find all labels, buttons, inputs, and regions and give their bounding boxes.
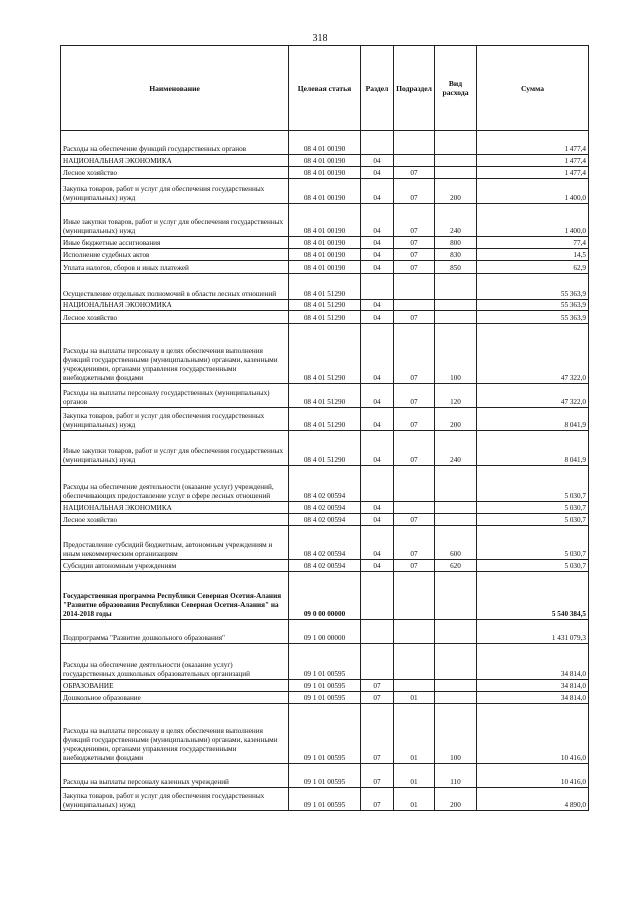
cell-subsection: 07 xyxy=(394,384,435,408)
cell-target-article: 09 1 01 00595 xyxy=(289,788,361,811)
cell-target-article: 09 1 01 00595 xyxy=(289,644,361,680)
cell-name: Расходы на обеспечение деятельности (оказание услуг) государственных дошкольных образовательных организаций xyxy=(61,644,289,680)
cell-name: Лесное хозяйство xyxy=(61,514,289,526)
cell-target-article: 08 4 01 51290 xyxy=(289,311,361,324)
cell-sum: 62,9 xyxy=(477,261,589,274)
cell-expense-type xyxy=(435,167,477,179)
cell-expense-type xyxy=(435,300,477,311)
table-row xyxy=(61,644,589,680)
cell-name: Расходы на выплаты персоналу казенных учреждений xyxy=(61,764,289,788)
cell-target-article: 08 4 01 51290 xyxy=(289,300,361,311)
cell-name: Субсидии автономным учреждениям xyxy=(61,560,289,572)
cell-subsection: 07 xyxy=(394,249,435,261)
cell-sum: 77,4 xyxy=(477,237,589,249)
cell-sum: 14,5 xyxy=(477,249,589,261)
cell-target-article: 08 4 02 00594 xyxy=(289,560,361,572)
cell-section xyxy=(361,620,394,644)
table-row xyxy=(61,179,589,204)
table-row xyxy=(61,324,589,384)
cell-expense-type: 200 xyxy=(435,408,477,431)
cell-target-article: 08 4 01 00190 xyxy=(289,204,361,237)
table-row xyxy=(61,237,589,249)
cell-section: 04 xyxy=(361,249,394,261)
cell-target-article: 08 4 02 00594 xyxy=(289,526,361,560)
cell-target-article: 08 4 01 00190 xyxy=(289,261,361,274)
cell-subsection: 07 xyxy=(394,560,435,572)
cell-subsection xyxy=(394,620,435,644)
cell-section: 07 xyxy=(361,692,394,704)
table-row xyxy=(61,131,589,155)
cell-subsection xyxy=(394,131,435,155)
cell-target-article: 08 4 01 51290 xyxy=(289,431,361,466)
table-row xyxy=(61,155,589,167)
table-row xyxy=(61,261,589,274)
table-row xyxy=(61,692,589,704)
cell-subsection xyxy=(394,502,435,514)
table-row xyxy=(61,560,589,572)
page-number: 318 xyxy=(312,33,328,44)
cell-name: Иные бюджетные ассигнования xyxy=(61,237,289,249)
cell-name: НАЦИОНАЛЬНАЯ ЭКОНОМИКА xyxy=(61,300,289,311)
cell-sum: 5 030,7 xyxy=(477,560,589,572)
table-row xyxy=(61,788,589,811)
cell-sum: 34 814,0 xyxy=(477,692,589,704)
cell-section: 04 xyxy=(361,179,394,204)
cell-section: 04 xyxy=(361,311,394,324)
cell-subsection: 07 xyxy=(394,514,435,526)
cell-subsection xyxy=(394,572,435,620)
cell-section xyxy=(361,274,394,300)
cell-target-article: 08 4 01 00190 xyxy=(289,249,361,261)
cell-expense-type xyxy=(435,572,477,620)
cell-expense-type xyxy=(435,466,477,502)
cell-sum: 1 400,0 xyxy=(477,179,589,204)
table-row xyxy=(61,311,589,324)
table-row xyxy=(61,249,589,261)
cell-sum: 10 416,0 xyxy=(477,764,589,788)
header-name: Наименование xyxy=(61,46,289,131)
cell-name: Уплата налогов, сборов и иных платежей xyxy=(61,261,289,274)
cell-target-article: 08 4 01 51290 xyxy=(289,384,361,408)
cell-name: НАЦИОНАЛЬНАЯ ЭКОНОМИКА xyxy=(61,502,289,514)
cell-name: Иные закупки товаров, работ и услуг для обеспечения государственных (муниципальных) нужд xyxy=(61,431,289,466)
table-row xyxy=(61,502,589,514)
cell-sum: 34 814,0 xyxy=(477,644,589,680)
cell-section: 07 xyxy=(361,680,394,692)
cell-expense-type xyxy=(435,680,477,692)
cell-subsection: 01 xyxy=(394,764,435,788)
header-section: Раздел xyxy=(361,46,394,131)
cell-section: 04 xyxy=(361,300,394,311)
table-row xyxy=(61,620,589,644)
cell-expense-type: 100 xyxy=(435,704,477,764)
cell-section: 04 xyxy=(361,408,394,431)
cell-target-article: 09 1 01 00595 xyxy=(289,680,361,692)
cell-sum: 55 363,9 xyxy=(477,311,589,324)
cell-name: Иные закупки товаров, работ и услуг для обеспечения государственных (муниципальных) нужд xyxy=(61,204,289,237)
cell-sum: 5 030,7 xyxy=(477,526,589,560)
cell-section: 04 xyxy=(361,514,394,526)
cell-sum: 5 540 384,5 xyxy=(477,572,589,620)
cell-expense-type: 110 xyxy=(435,764,477,788)
cell-sum: 1 431 079,3 xyxy=(477,620,589,644)
cell-subsection: 07 xyxy=(394,526,435,560)
cell-subsection: 07 xyxy=(394,261,435,274)
cell-sum: 5 030,7 xyxy=(477,466,589,502)
cell-section: 04 xyxy=(361,155,394,167)
table-row xyxy=(61,466,589,502)
cell-name: Государственная программа Республики Северная Осетия-Алания "Развитие образования Республики Северная Осетия-Алания" на 2014-2018 годы xyxy=(61,572,289,620)
cell-section: 04 xyxy=(361,167,394,179)
cell-sum: 34 814,0 xyxy=(477,680,589,692)
cell-sum: 47 322,0 xyxy=(477,324,589,384)
table-row xyxy=(61,431,589,466)
cell-expense-type xyxy=(435,502,477,514)
header-subsection: Подраздел xyxy=(394,46,435,131)
cell-target-article: 08 4 01 00190 xyxy=(289,131,361,155)
cell-target-article: 08 4 02 00594 xyxy=(289,466,361,502)
cell-sum: 5 030,7 xyxy=(477,502,589,514)
cell-subsection: 01 xyxy=(394,704,435,764)
cell-subsection: 07 xyxy=(394,167,435,179)
cell-name: Закупка товаров, работ и услуг для обеспечения государственных (муниципальных) нужд xyxy=(61,788,289,811)
cell-subsection: 07 xyxy=(394,179,435,204)
cell-subsection: 01 xyxy=(394,788,435,811)
cell-section xyxy=(361,644,394,680)
cell-expense-type: 800 xyxy=(435,237,477,249)
cell-name: Лесное хозяйство xyxy=(61,311,289,324)
cell-section: 04 xyxy=(361,237,394,249)
header-expense-type: Вид расхода xyxy=(435,46,477,131)
table-row xyxy=(61,526,589,560)
cell-subsection xyxy=(394,466,435,502)
cell-section: 04 xyxy=(361,324,394,384)
cell-section: 07 xyxy=(361,764,394,788)
cell-section: 04 xyxy=(361,526,394,560)
cell-sum: 1 477,4 xyxy=(477,155,589,167)
cell-section: 04 xyxy=(361,431,394,466)
cell-expense-type xyxy=(435,692,477,704)
cell-name: Исполнение судебных актов xyxy=(61,249,289,261)
cell-sum: 8 041,9 xyxy=(477,408,589,431)
cell-subsection: 07 xyxy=(394,431,435,466)
table-row xyxy=(61,300,589,311)
cell-name: Закупка товаров, работ и услуг для обеспечения государственных (муниципальных) нужд xyxy=(61,179,289,204)
cell-expense-type xyxy=(435,514,477,526)
cell-section: 04 xyxy=(361,204,394,237)
cell-expense-type: 620 xyxy=(435,560,477,572)
header-sum: Сумма xyxy=(477,46,589,131)
table-row xyxy=(61,514,589,526)
cell-target-article: 09 1 00 00000 xyxy=(289,620,361,644)
cell-subsection: 07 xyxy=(394,324,435,384)
cell-expense-type: 120 xyxy=(435,384,477,408)
table-row xyxy=(61,764,589,788)
cell-sum: 1 477,4 xyxy=(477,131,589,155)
cell-name: Расходы на обеспечение деятельности (оказание услуг) учреждений, обеспечивающих предоставление услуг в сфере лесных отношений xyxy=(61,466,289,502)
cell-name: Лесное хозяйство xyxy=(61,167,289,179)
cell-sum: 47 322,0 xyxy=(477,384,589,408)
cell-expense-type: 240 xyxy=(435,431,477,466)
cell-section: 04 xyxy=(361,384,394,408)
cell-subsection: 07 xyxy=(394,408,435,431)
cell-expense-type xyxy=(435,620,477,644)
cell-section xyxy=(361,466,394,502)
cell-name: Дошкольное образование xyxy=(61,692,289,704)
cell-sum: 55 363,9 xyxy=(477,274,589,300)
table-row xyxy=(61,384,589,408)
cell-section xyxy=(361,131,394,155)
table-row xyxy=(61,572,589,620)
budget-table xyxy=(60,45,589,811)
cell-expense-type xyxy=(435,131,477,155)
cell-name: Осуществление отдельных полномочий в области лесных отношений xyxy=(61,274,289,300)
cell-expense-type: 830 xyxy=(435,249,477,261)
cell-subsection: 07 xyxy=(394,311,435,324)
cell-target-article: 08 4 01 51290 xyxy=(289,408,361,431)
cell-expense-type xyxy=(435,311,477,324)
cell-name: Расходы на выплаты персоналу государственных (муниципальных) органов xyxy=(61,384,289,408)
cell-subsection xyxy=(394,680,435,692)
cell-target-article: 09 1 01 00595 xyxy=(289,692,361,704)
cell-target-article: 08 4 01 51290 xyxy=(289,324,361,384)
cell-sum: 55 363,9 xyxy=(477,300,589,311)
cell-name: Расходы на обеспечение функций государственных органов xyxy=(61,131,289,155)
cell-section: 04 xyxy=(361,502,394,514)
cell-subsection xyxy=(394,644,435,680)
table-row xyxy=(61,167,589,179)
cell-name: ОБРАЗОВАНИЕ xyxy=(61,680,289,692)
cell-name: Закупка товаров, работ и услуг для обеспечения государственных (муниципальных) нужд xyxy=(61,408,289,431)
table-row xyxy=(61,408,589,431)
cell-expense-type: 240 xyxy=(435,204,477,237)
cell-expense-type: 850 xyxy=(435,261,477,274)
cell-target-article: 09 1 01 00595 xyxy=(289,704,361,764)
cell-target-article: 08 4 01 00190 xyxy=(289,237,361,249)
table-row xyxy=(61,704,589,764)
cell-sum: 8 041,9 xyxy=(477,431,589,466)
cell-target-article: 08 4 01 00190 xyxy=(289,167,361,179)
cell-name: Подпрограмма "Развитие дошкольного образования" xyxy=(61,620,289,644)
cell-subsection xyxy=(394,274,435,300)
cell-section: 04 xyxy=(361,560,394,572)
cell-target-article: 09 0 00 00000 xyxy=(289,572,361,620)
cell-target-article: 09 1 01 00595 xyxy=(289,764,361,788)
cell-name: Предоставление субсидий бюджетным, автономным учреждениям и иным некоммерческим организациям xyxy=(61,526,289,560)
table-row xyxy=(61,680,589,692)
cell-expense-type xyxy=(435,274,477,300)
cell-target-article: 08 4 01 00190 xyxy=(289,155,361,167)
cell-expense-type xyxy=(435,155,477,167)
cell-subsection: 07 xyxy=(394,204,435,237)
cell-name: Расходы на выплаты персоналу в целях обеспечения выполнения функций государственными (муниципальными) органами, казенными учреждениями, органами управления государственными внебюджетными фондами xyxy=(61,704,289,764)
cell-expense-type: 100 xyxy=(435,324,477,384)
cell-sum: 1 477,4 xyxy=(477,167,589,179)
cell-subsection: 07 xyxy=(394,237,435,249)
cell-sum: 1 400,0 xyxy=(477,204,589,237)
cell-section: 07 xyxy=(361,704,394,764)
cell-target-article: 08 4 02 00594 xyxy=(289,502,361,514)
cell-target-article: 08 4 01 51290 xyxy=(289,274,361,300)
cell-expense-type: 200 xyxy=(435,788,477,811)
cell-subsection: 01 xyxy=(394,692,435,704)
cell-name: НАЦИОНАЛЬНАЯ ЭКОНОМИКА xyxy=(61,155,289,167)
table-row xyxy=(61,274,589,300)
cell-section: 04 xyxy=(361,261,394,274)
cell-section xyxy=(361,572,394,620)
cell-section: 07 xyxy=(361,788,394,811)
header-target-article: Целевая статья xyxy=(289,46,361,131)
cell-sum: 10 416,0 xyxy=(477,704,589,764)
cell-sum: 5 030,7 xyxy=(477,514,589,526)
cell-target-article: 08 4 01 00190 xyxy=(289,179,361,204)
cell-expense-type xyxy=(435,644,477,680)
cell-expense-type: 600 xyxy=(435,526,477,560)
table-header-row xyxy=(61,46,589,131)
cell-name: Расходы на выплаты персоналу в целях обеспечения выполнения функций государственными (муниципальными) органами, казенными учреждениями, органами управления государственными внебюджетными фондами xyxy=(61,324,289,384)
cell-target-article: 08 4 02 00594 xyxy=(289,514,361,526)
cell-expense-type: 200 xyxy=(435,179,477,204)
cell-sum: 4 890,0 xyxy=(477,788,589,811)
table-row xyxy=(61,204,589,237)
cell-subsection xyxy=(394,300,435,311)
cell-subsection xyxy=(394,155,435,167)
